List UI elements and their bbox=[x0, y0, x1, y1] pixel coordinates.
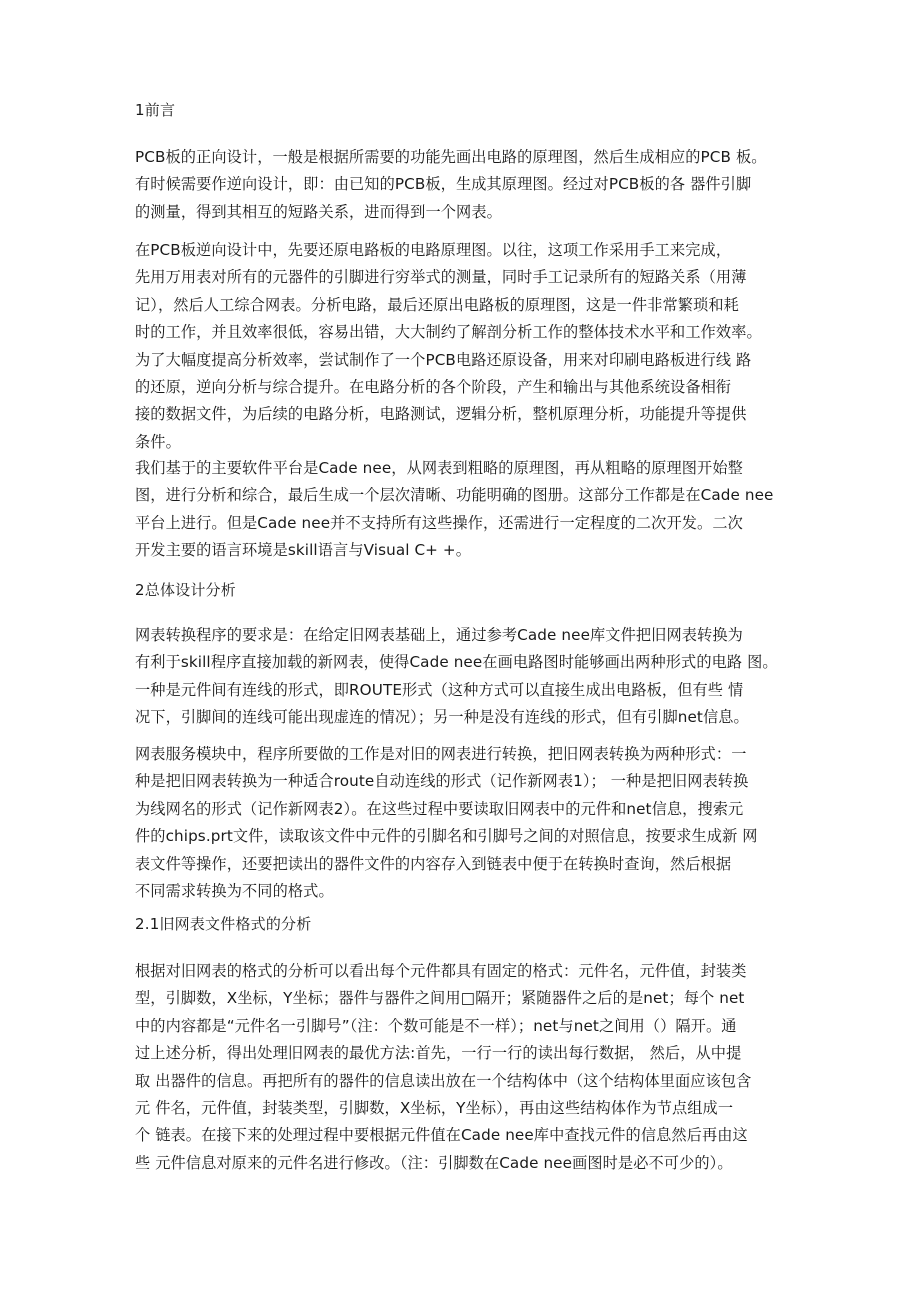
paragraph-pcb-forward-design bbox=[135, 144, 800, 226]
text-line: 一种是元件间有连线的形式，即ROUTE形式（这种方式可以直接生成出电路板，但有些 情 bbox=[135, 680, 744, 699]
text-line: 我们基于的主要软件平台是Cade nee，从网表到粗略的原理图，再从粗略的原理图开始整 bbox=[135, 459, 743, 477]
paragraph-old-netlist-format bbox=[135, 958, 800, 1177]
text-line: 接的数据文件，为后续的电路分析，电路测试，逻辑分析，整机原理分析，功能提升等提供 bbox=[135, 405, 747, 424]
text-line: 图，进行分析和综合，最后生成一个层次清晰、功能明确的图册。这部分工作都是在Cade nee bbox=[135, 486, 774, 505]
text-line: 况下，引脚间的连线可能出现虚连的情况）；另一种是没有连线的形式，但有引脚net信息。 bbox=[135, 708, 749, 727]
section-heading-intro: 1前言 bbox=[135, 101, 176, 119]
text-line: 记），然后人工综合网表。分析电路，最后还原出电路板的原理图，这是一件非常繁琐和耗 bbox=[135, 295, 739, 314]
section-heading-old-netlist: 2.1旧网表文件格式的分析 bbox=[135, 915, 312, 933]
text-line: 表文件等操作，还要把读出的器件文件的内容存入到链表中便于在转换时查询，然后根据 bbox=[135, 854, 732, 873]
text-line: 取 出器件的信息。再把所有的器件的信息读出放在一个结构体中（这个结构体里面应该包含 bbox=[135, 1071, 752, 1090]
text-line: 中的内容都是“元件名一引脚号”（注：个数可能是不一样）；net与net之间用（）隔开。通 bbox=[135, 1016, 737, 1035]
text-line: 网表转换程序的要求是：在给定旧网表基础上，通过参考Cade nee库文件把旧网表转换为 bbox=[135, 626, 743, 644]
paragraph-software-platform bbox=[135, 455, 800, 565]
text-line: 开发主要的语言环境是skill语言与Visual C+ +。 bbox=[135, 541, 472, 560]
text-line: 时的工作，并且效率很低，容易出错，大大制约了解剖分析工作的整体技术水平和工作效率。 bbox=[135, 323, 762, 342]
text-line: 过上述分析，得出处理旧网表的最优方法:首先，一行一行的读出每行数据， 然后，从中提 bbox=[135, 1044, 742, 1063]
text-line: 为线网名的形式（记作新网表2）。在这些过程中要读取旧网表中的元件和net信息，搜索元 bbox=[135, 799, 744, 818]
text-line: 元 件名，元件值，封装类型，引脚数，X坐标，Y坐标），再由这些结构体作为节点组成一 bbox=[135, 1098, 734, 1117]
text-line: 根据对旧网表的格式的分析可以看出每个元件都具有固定的格式：元件名，元件值，封装类 bbox=[135, 962, 747, 980]
text-line: 条件。 bbox=[135, 432, 181, 451]
text-line: 不同需求转换为不同的格式。 bbox=[135, 881, 334, 900]
text-line: 的测量，得到其相互的短路关系，进而得到一个网表。 bbox=[135, 202, 502, 221]
text-line: 个 链表。在接下来的处理过程中要根据元件值在Cade nee库中查找元件的信息然后再由这 bbox=[135, 1126, 748, 1145]
text-line: 种是把旧网表转换为一种适合route自动连线的形式（记作新网表1）； 一种是把旧网表转换 bbox=[135, 772, 749, 791]
paragraph-netlist-service bbox=[135, 741, 800, 905]
paragraph-netlist-conversion bbox=[135, 622, 800, 732]
text-line: 件的chips.prt文件，读取该文件中元件的引脚名和引脚号之间的对照信息，按要求生成新 网 bbox=[135, 827, 758, 846]
section-heading-overall-design: 2总体设计分析 bbox=[135, 581, 236, 599]
text-line: 型，引脚数，X坐标，Y坐标；器件与器件之间用□隔开；紧随器件之后的是net；每个 net bbox=[135, 989, 745, 1008]
text-line: PCB板的正向设计，一般是根据所需要的功能先画出电路的原理图，然后生成相应的PCB 板。 bbox=[135, 148, 767, 166]
text-line: 有利于skill程序直接加载的新网表，使得Cade nee在画电路图时能够画出两种形式的电路 图。 bbox=[135, 653, 778, 672]
text-line: 平台上进行。但是Cade nee并不支持所有这些操作，还需进行一定程度的二次开发。二次 bbox=[135, 513, 743, 532]
text-line: 为了大幅度提高分析效率，尝试制作了一个PCB电路还原设备，用来对印刷电路板进行线 路 bbox=[135, 350, 752, 369]
text-line: 些 元件信息对原来的元件名进行修改。（注：引脚数在Cade nee画图时是必不可少的）。 bbox=[135, 1153, 733, 1172]
paragraph-reverse-design bbox=[135, 237, 800, 456]
text-line: 网表服务模块中，程序所要做的工作是对旧的网表进行转换，把旧网表转换为两种形式：一 bbox=[135, 745, 747, 763]
text-line: 在PCB板逆向设计中，先要还原电路板的电路原理图。以往，这项工作采用手工来完成， bbox=[135, 241, 732, 259]
text-line: 的还原，逆向分析与综合提升。在电路分析的各个阶段，产生和输出与其他系统设备相衔 bbox=[135, 377, 732, 396]
text-line: 先用万用表对所有的元器件的引脚进行穷举式的测量，同时手工记录所有的短路关系（用薄 bbox=[135, 268, 747, 287]
text-line: 有时候需要作逆向设计，即：由已知的PCB板，生成其原理图。经过对PCB板的各 器件引脚 bbox=[135, 175, 752, 194]
